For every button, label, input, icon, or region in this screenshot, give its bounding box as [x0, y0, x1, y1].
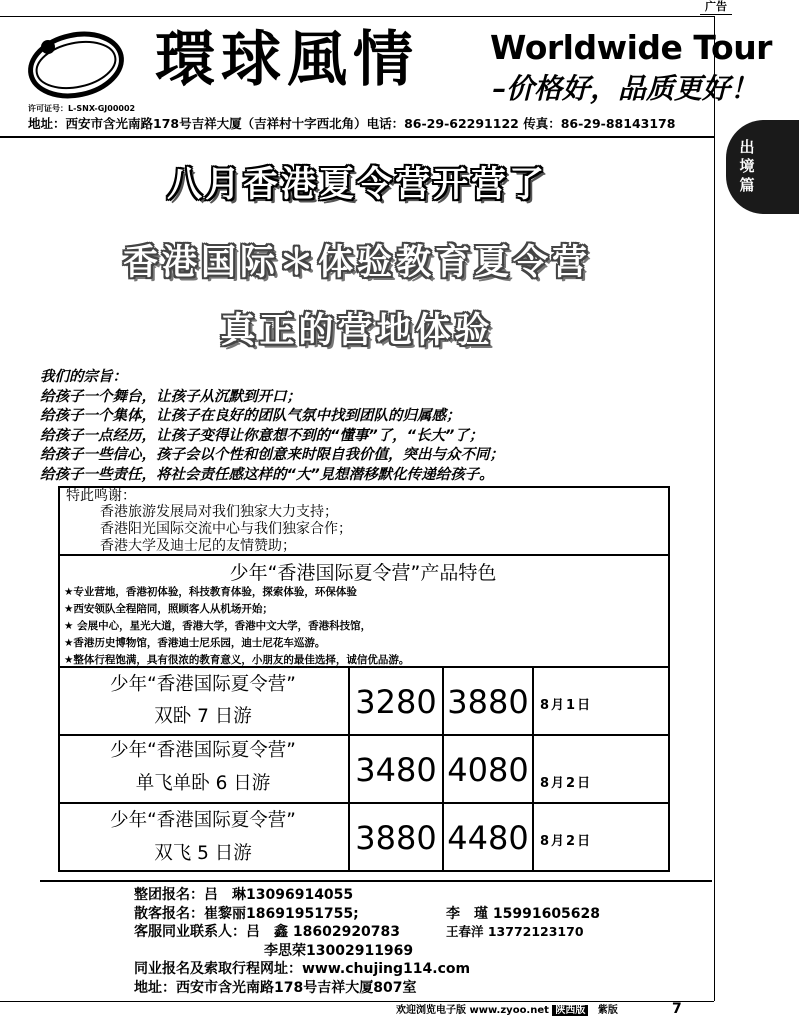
- footer-strip: [396, 1004, 618, 1018]
- thanks-item: 香港阳光国际交流中心与我们独家合作；: [100, 521, 352, 537]
- page-number: 7: [672, 1001, 682, 1017]
- globe-logo-icon: [26, 25, 134, 101]
- contact-service-3: 李思荣13002911969: [264, 942, 414, 959]
- tour-price: 4080: [447, 751, 529, 789]
- section-tab-label: 出境篇: [739, 138, 755, 194]
- feature-item: ★香港历史博物馆，香港迪士尼乐园，迪士尼花车巡游。: [64, 637, 326, 649]
- table-divider: [532, 668, 534, 872]
- features-title: 少年“香港国际夏令营”产品特色: [229, 562, 497, 584]
- tour-type: 双卧 7 日游: [154, 706, 252, 727]
- tour-type: 双飞 5 日游: [154, 843, 252, 864]
- tour-price: 3480: [355, 751, 437, 789]
- box-divider: [58, 554, 670, 556]
- brand-slogan: –价格好，品质更好！: [492, 72, 759, 105]
- footer-prefix: 欢迎浏览电子版 www.zyoo.net: [396, 1005, 549, 1016]
- table-divider: [58, 802, 670, 804]
- contacts-block: [134, 886, 601, 997]
- purpose-line: 给孩子一个集体，让孩子在良好的团队气氛中找到团队的归属感；: [40, 408, 461, 424]
- footer-edition-tag: 陕西版: [552, 1005, 588, 1016]
- main-headline: 八月香港夏令营开营了: [166, 164, 547, 205]
- tour-date: 8月2日: [540, 776, 593, 791]
- frame-top-border: [0, 16, 714, 17]
- purpose-line: 给孩子一些信心，孩子会以个性和创意来时限自我价值，突出与众不同；: [40, 447, 504, 463]
- contact-address: 地址：西安市含光南路178号吉祥大厦807室: [134, 979, 417, 996]
- tour-price: 3280: [355, 683, 437, 721]
- purpose-title: 我们的宗旨：: [40, 369, 127, 385]
- purpose-line: 给孩子一些责任，将社会责任感这样的“大”見想潜移默化传递给孩子。: [40, 466, 494, 483]
- license-number: 许可证号：L-SNX-GJ00002: [28, 104, 136, 113]
- purpose-line: 给孩子一点经历，让孩子变得让你意想不到的“懂事”了，“长大”了；: [40, 427, 484, 444]
- feature-item: ★西安领队全程陪同，照顾客人从机场开始；: [64, 603, 273, 615]
- tour-name: 少年“香港国际夏令营”: [110, 740, 296, 761]
- tour-price: 4480: [447, 819, 529, 857]
- tour-name: 少年“香港国际夏令营”: [110, 674, 296, 695]
- thanks-title: 特此鸣谢：: [66, 488, 136, 504]
- contact-individual: 散客报名：崔黎丽18691951755;: [134, 905, 359, 922]
- feature-item: ★ 会展中心，星光大道，香港大学，香港中文大学，香港科技馆，: [64, 620, 372, 632]
- tour-price: 3880: [355, 819, 437, 857]
- contact-individual-2: 李 瑾 15991605628: [446, 905, 601, 922]
- purpose-block: [40, 368, 712, 485]
- contacts-rule: [40, 880, 712, 882]
- tour-table: [58, 668, 670, 872]
- brand-name: 環球風情: [155, 25, 419, 95]
- contact-service-2: 王春洋 13772123170: [446, 924, 584, 939]
- ad-label: 广告: [700, 0, 732, 15]
- footer-edition: 紫版: [597, 1005, 618, 1016]
- thanks-item: 香港旅游发展局对我们独家大力支持；: [100, 504, 338, 520]
- thanks-item: 香港大学及迪士尼的友情赞助；: [100, 538, 296, 554]
- contact-group: 整团报名：吕 琳13096914055: [134, 887, 354, 903]
- brand-english-name: Worldwide Tour: [490, 28, 772, 67]
- tour-date: 8月2日: [540, 834, 593, 849]
- sub-headline-1: 香港国际＊体验教育夏令营: [122, 242, 591, 283]
- contact-service: 客服同业联系人：吕 鑫 18602920783: [134, 924, 401, 940]
- header-rule: [0, 136, 714, 138]
- sub-headline-2: 真正的营地体验: [220, 310, 494, 351]
- table-divider: [58, 734, 670, 736]
- tour-name: 少年“香港国际夏令营”: [110, 810, 296, 831]
- purpose-line: 给孩子一个舞台，让孩子从沉默到开口；: [40, 388, 301, 405]
- frame-right-border: [714, 16, 715, 1001]
- contact-website: 同业报名及索取行程网址：www.chujing114.com: [134, 961, 471, 977]
- footer-rule: [0, 1001, 714, 1002]
- tour-date: 8月1日: [540, 698, 593, 713]
- header-address: 地址：西安市含光南路178号吉祥大厦（吉祥村十字西北角）电话：86-29-62291122 传真：86-29-88143178: [28, 116, 676, 131]
- features-list: [64, 584, 409, 669]
- thanks-list: [100, 504, 352, 555]
- feature-item: ★整体行程饱满，具有很浓的教育意义，小朋友的最佳选择，诚信优品游。: [64, 654, 410, 666]
- tour-price: 3880: [447, 683, 529, 721]
- section-tab: [726, 120, 799, 214]
- feature-item: ★专业营地，香港初体验，科技教育体验，探索体验，环保体验: [64, 586, 357, 598]
- tour-type: 单飞单卧 6 日游: [135, 773, 271, 794]
